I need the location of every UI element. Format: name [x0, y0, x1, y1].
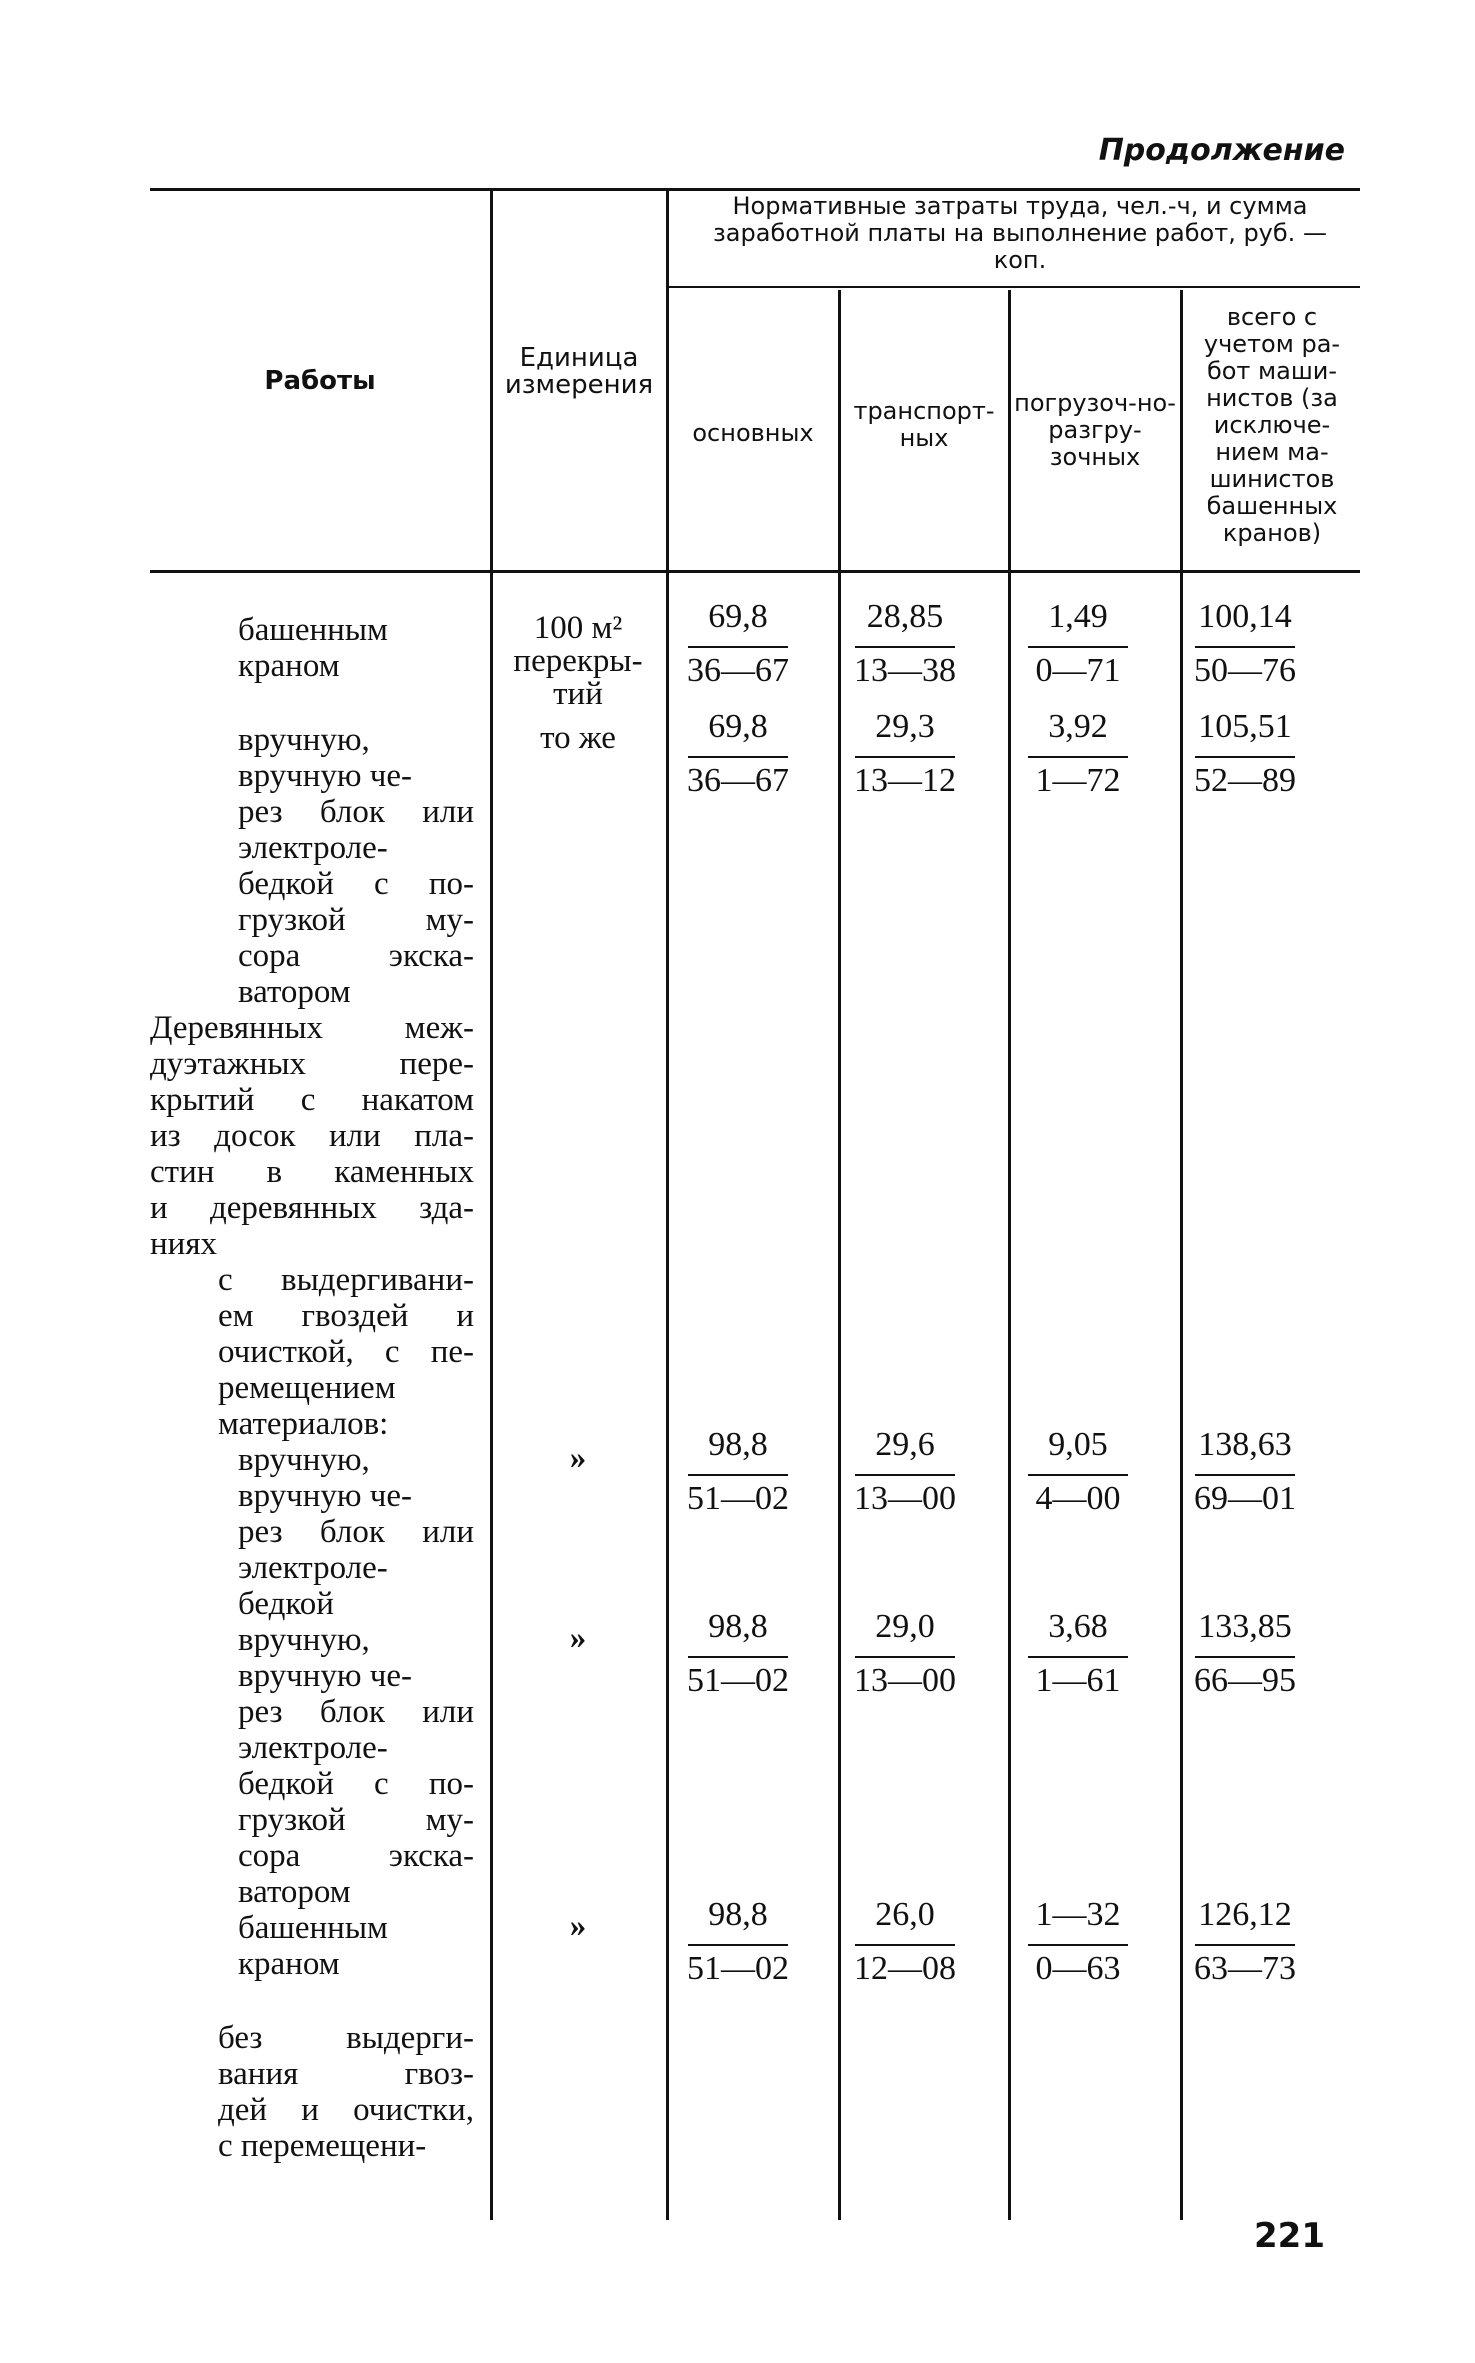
fraction-rule [688, 1656, 788, 1658]
value-bottom: 51—02 [687, 1662, 789, 1699]
col-divider-2 [666, 190, 669, 2220]
value-bottom: 13—12 [854, 762, 956, 799]
continuation-label: Продолжение [1098, 133, 1345, 168]
value-bottom: 66—95 [1194, 1662, 1296, 1699]
works-row-1: башенным краном [238, 612, 388, 684]
value-bottom: 51—02 [687, 1950, 789, 1987]
value-top: 1—32 [1035, 1896, 1121, 1933]
value-top: 105,51 [1198, 708, 1292, 745]
header-unit: Единица измерения [504, 343, 654, 400]
value-top: 1,49 [1048, 598, 1108, 635]
group-header-rule [668, 286, 1360, 288]
value-top: 29,6 [875, 1426, 935, 1463]
value-bottom: 1—61 [1035, 1662, 1121, 1699]
fraction-rule [855, 756, 955, 758]
fraction-rule [1028, 1656, 1128, 1658]
header-works: Работы [264, 366, 376, 396]
header-bottom-rule [150, 570, 1360, 573]
works-row-2: вручную, вручную че- рез блок или электроле- бедкой с по- грузкой му- сора экска- ватором [238, 722, 474, 1010]
value-top: 26,0 [875, 1896, 935, 1933]
value-bottom: 51—02 [687, 1480, 789, 1517]
value-top: 98,8 [708, 1896, 768, 1933]
fraction-rule [688, 1474, 788, 1476]
fraction-rule [1195, 1474, 1295, 1476]
value-top: 133,85 [1198, 1608, 1292, 1645]
unit-row-6: » [569, 1620, 587, 1656]
header-loading: погрузоч-но-разгру-зочных [1014, 389, 1176, 471]
fraction-rule [1195, 756, 1295, 758]
value-top: 126,12 [1198, 1896, 1292, 1933]
fraction-rule [1195, 646, 1295, 648]
value-bottom: 36—67 [687, 762, 789, 799]
header-main: основных [692, 419, 814, 447]
value-top: 98,8 [708, 1608, 768, 1645]
fraction-rule [1028, 756, 1128, 758]
unit-row-1: 100 м² перекры-тий [513, 610, 643, 712]
value-bottom: 12—08 [854, 1950, 956, 1987]
value-bottom: 0—71 [1035, 652, 1121, 689]
value-bottom: 0—63 [1035, 1950, 1121, 1987]
fraction-rule [688, 756, 788, 758]
works-row-6: вручную, вручную че- рез блок или электроле- бедкой с по- грузкой му- сора экска- ватором [238, 1622, 474, 1910]
fraction-rule [688, 1944, 788, 1946]
value-top: 9,05 [1048, 1426, 1108, 1463]
unit-row-7: » [569, 1908, 587, 1944]
header-transport: транспорт-ных [853, 397, 995, 452]
fraction-rule [1028, 1944, 1128, 1946]
works-row-4: с выдергивани- ем гвоздей и очисткой, с пе- ремещением материалов: [218, 1262, 474, 1442]
value-bottom: 1—72 [1035, 762, 1121, 799]
value-bottom: 13—38 [854, 652, 956, 689]
col-divider-4 [1008, 290, 1011, 2220]
value-top: 138,63 [1198, 1426, 1292, 1463]
value-top: 28,85 [866, 598, 944, 635]
fraction-rule [1195, 1656, 1295, 1658]
unit-row-5: » [569, 1440, 587, 1476]
value-top: 69,8 [708, 598, 768, 635]
fraction-rule [1028, 1474, 1128, 1476]
value-bottom: 13—00 [854, 1662, 956, 1699]
fraction-rule [855, 646, 955, 648]
value-top: 29,3 [875, 708, 935, 745]
value-top: 29,0 [875, 1608, 935, 1645]
value-bottom: 63—73 [1194, 1950, 1296, 1987]
fraction-rule [688, 646, 788, 648]
works-row-7: башенным краном [238, 1910, 388, 1982]
value-top: 3,92 [1048, 708, 1108, 745]
value-bottom: 36—67 [687, 652, 789, 689]
works-row-5: вручную, вручную че- рез блок или электроле- бедкой [238, 1442, 474, 1622]
page-number: 221 [1254, 2216, 1325, 2256]
header-labor-group: Нормативные затраты труда, чел.-ч, и сумма заработной платы на выполнение работ, руб. — коп. [713, 192, 1327, 274]
header-total: всего с учетом ра-бот маши-нистов (за исключе-нием ма-шинистов башенных кранов) [1203, 303, 1341, 547]
value-top: 100,14 [1198, 598, 1292, 635]
unit-row-2: то же [540, 720, 616, 756]
value-bottom: 69—01 [1194, 1480, 1296, 1517]
works-row-8: без выдерги- вания гвоз- дей и очистки, с перемещени- [218, 2020, 474, 2164]
value-bottom: 13—00 [854, 1480, 956, 1517]
table-top-rule [150, 188, 1360, 191]
value-bottom: 52—89 [1194, 762, 1296, 799]
works-row-3: Деревянных меж- дуэтажных пере- крытий с накатом из досок или пла- стин в каменных и деревянных зда- ниях [150, 1010, 474, 1262]
value-bottom: 50—76 [1194, 652, 1296, 689]
value-top: 98,8 [708, 1426, 768, 1463]
value-bottom: 4—00 [1035, 1480, 1121, 1517]
fraction-rule [1028, 646, 1128, 648]
fraction-rule [1195, 1944, 1295, 1946]
value-top: 69,8 [708, 708, 768, 745]
fraction-rule [855, 1656, 955, 1658]
fraction-rule [855, 1474, 955, 1476]
fraction-rule [855, 1944, 955, 1946]
value-top: 3,68 [1048, 1608, 1108, 1645]
